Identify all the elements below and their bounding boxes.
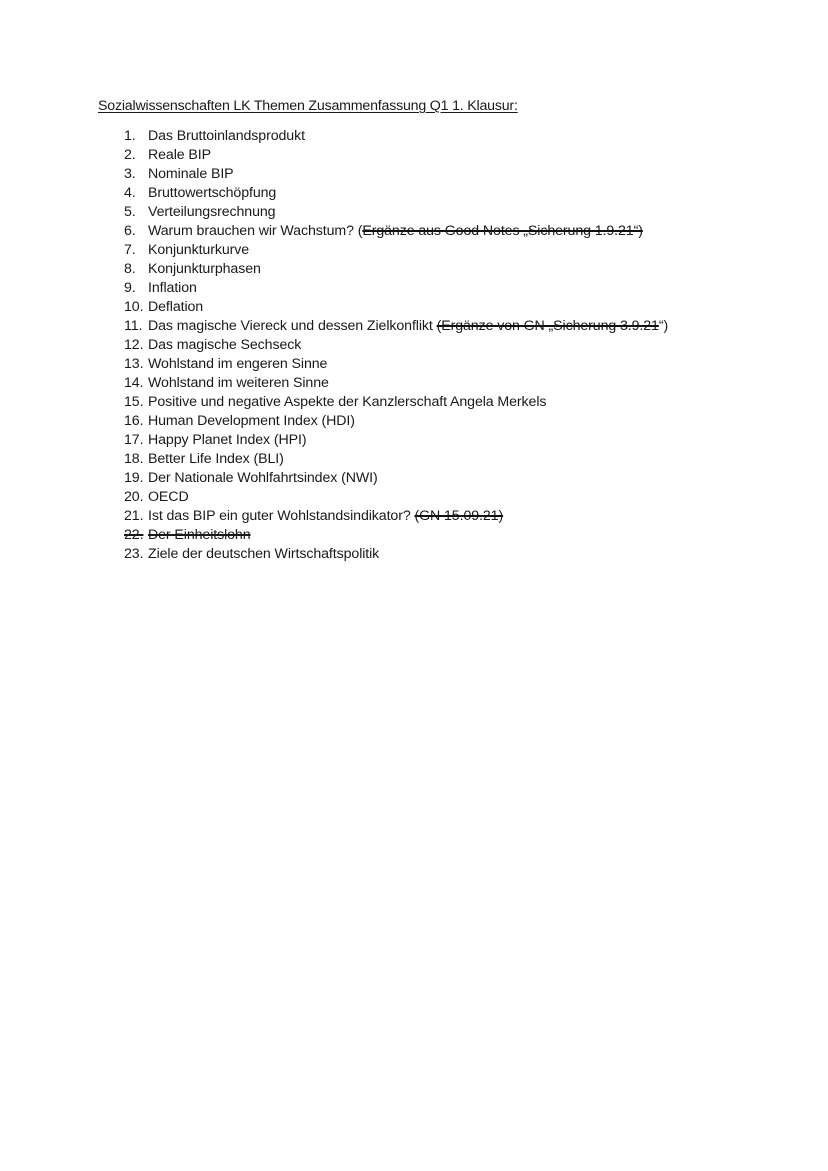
list-item-text bbox=[148, 298, 203, 317]
list-item-text bbox=[148, 127, 305, 146]
list-item-number: 19. bbox=[124, 470, 144, 486]
list-item-number: 8. bbox=[124, 261, 136, 277]
list-item-text bbox=[148, 336, 301, 355]
document-title: Sozialwissenschaften LK Themen Zusammenfassung Q1 1. Klausur: bbox=[98, 98, 518, 114]
list-item-number: 2. bbox=[124, 147, 136, 163]
list-item-label: Better Life Index (BLI) bbox=[148, 451, 284, 467]
list-item-number: 18. bbox=[124, 451, 144, 467]
list-item-label: Das Bruttoinlandsprodukt bbox=[148, 128, 305, 144]
list-item-label: Deflation bbox=[148, 299, 204, 315]
struck-note: (Ergänze von GN „Sicherung 3.9.21 bbox=[436, 318, 659, 334]
list-item-label: Ist das BIP ein guter Wohlstandsindikator? bbox=[148, 508, 415, 524]
list-item-number: 6. bbox=[124, 223, 136, 239]
list-item-label: Ziele der deutschen Wirtschaftspolitik bbox=[148, 546, 380, 562]
list-item-number: 3. bbox=[124, 166, 136, 182]
list-item-text bbox=[148, 526, 251, 545]
list-item-label: Der Nationale Wohlfahrtsindex (NWI) bbox=[148, 470, 378, 486]
list-item-text bbox=[148, 222, 643, 241]
list-item-number: 5. bbox=[124, 204, 136, 220]
list-item-label: Human Development Index (HDI) bbox=[148, 413, 355, 429]
list-item-label: Konjunkturkurve bbox=[148, 242, 250, 258]
struck-note: (GN 15.09.21) bbox=[414, 508, 504, 524]
list-item-text bbox=[148, 545, 379, 564]
list-item-text bbox=[148, 393, 546, 412]
list-item-number: 9. bbox=[124, 280, 136, 296]
list-item-number: 20. bbox=[124, 489, 144, 505]
list-item-label: Bruttowertschöpfung bbox=[148, 185, 277, 201]
list-item-number: 1. bbox=[124, 128, 136, 144]
list-item-label: Inflation bbox=[148, 280, 197, 296]
list-item-text bbox=[148, 469, 378, 488]
list-item-label: Reale BIP bbox=[148, 147, 211, 163]
list-item-number: 4. bbox=[124, 185, 136, 201]
list-item-label: Positive und negative Aspekte der Kanzlerschaft Angela Merkels bbox=[148, 394, 547, 410]
list-item-number: 13. bbox=[124, 356, 144, 372]
list-item-number: 16. bbox=[124, 413, 144, 429]
list-item-label: Der Einheitslohn bbox=[148, 527, 251, 543]
list-item-text bbox=[148, 203, 275, 222]
list-item-text bbox=[148, 431, 306, 450]
list-item-number: 10. bbox=[124, 299, 144, 315]
list-item-number: 14. bbox=[124, 375, 144, 391]
list-item-number: 17. bbox=[124, 432, 144, 448]
note-closing: “) bbox=[658, 318, 669, 334]
list-item-number: 22. bbox=[124, 527, 144, 543]
list-item-text bbox=[148, 146, 211, 165]
list-item-label: Wohlstand im engeren Sinne bbox=[148, 356, 328, 372]
list-item-text bbox=[148, 507, 503, 526]
list-item-text bbox=[148, 241, 249, 260]
list-item-number: 7. bbox=[124, 242, 136, 258]
list-item-label: Das magische Viereck und dessen Zielkonflikt bbox=[148, 318, 437, 334]
list-item-label: Konjunkturphasen bbox=[148, 261, 261, 277]
list-item-number: 23. bbox=[124, 546, 144, 562]
list-item-text bbox=[148, 260, 261, 279]
list-item-number: 11. bbox=[124, 318, 143, 334]
list-item-text bbox=[148, 488, 189, 507]
list-item-text bbox=[148, 412, 355, 431]
list-item-text bbox=[148, 165, 234, 184]
struck-note: Ergänze aus Good Notes „Sicherung 1.9.21“) bbox=[362, 223, 643, 239]
list-item-label: Warum brauchen wir Wachstum? ( bbox=[148, 223, 363, 239]
list-item-label: Nominale BIP bbox=[148, 166, 234, 182]
list-item-number: 15. bbox=[124, 394, 144, 410]
list-item-text bbox=[148, 279, 197, 298]
list-item-text bbox=[148, 450, 284, 469]
list-item-label: OECD bbox=[148, 489, 189, 505]
list-item-label: Happy Planet Index (HPI) bbox=[148, 432, 307, 448]
list-item-number: 21. bbox=[124, 508, 144, 524]
list-item-text bbox=[148, 355, 327, 374]
list-item-text bbox=[148, 317, 668, 336]
list-item-number: 12. bbox=[124, 337, 144, 353]
list-item-text bbox=[148, 374, 329, 393]
list-item-label: Verteilungsrechnung bbox=[148, 204, 276, 220]
list-item-text bbox=[148, 184, 276, 203]
list-item-label: Das magische Sechseck bbox=[148, 337, 302, 353]
list-item-label: Wohlstand im weiteren Sinne bbox=[148, 375, 329, 391]
